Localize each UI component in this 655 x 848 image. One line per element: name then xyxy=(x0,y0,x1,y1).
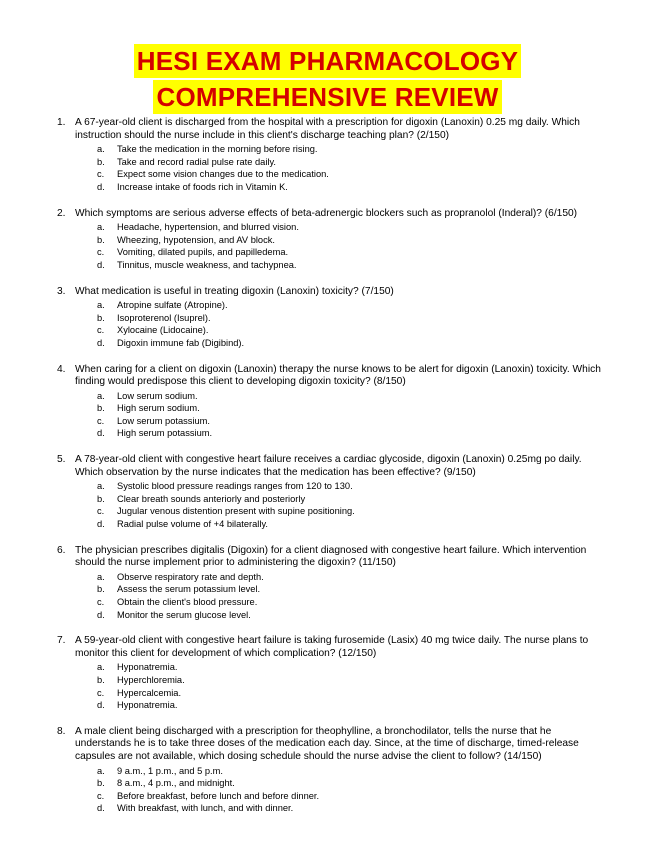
option-letter: c. xyxy=(97,415,105,426)
answer-option xyxy=(75,259,602,272)
option-letter: b. xyxy=(97,584,105,595)
option-letter: c. xyxy=(97,169,105,180)
answer-options xyxy=(75,390,602,440)
question-body xyxy=(75,545,602,622)
option-letter: b. xyxy=(97,493,105,504)
option-letter: b. xyxy=(97,403,105,414)
question-item xyxy=(57,286,602,350)
document-title-line-1: HESI EXAM PHARMACOLOGY xyxy=(134,44,521,78)
option-letter: a. xyxy=(97,481,105,492)
answer-option xyxy=(75,609,602,622)
answer-options xyxy=(75,221,602,271)
option-text: Increase intake of foods rich in Vitamin K. xyxy=(117,181,288,192)
answer-option xyxy=(75,337,602,350)
answer-option xyxy=(75,415,602,428)
option-text: Xylocaine (Lidocaine). xyxy=(117,325,209,336)
option-text: Monitor the serum glucose level. xyxy=(117,609,251,620)
option-text: Low serum potassium. xyxy=(117,415,211,426)
option-text: 9 a.m., 1 p.m., and 5 p.m. xyxy=(117,765,223,776)
option-letter: b. xyxy=(97,234,105,245)
question-body xyxy=(75,726,602,815)
answer-option xyxy=(75,427,602,440)
question-number: 3. xyxy=(57,285,66,297)
option-text: Tinnitus, muscle weakness, and tachypnea. xyxy=(117,259,297,270)
question-body xyxy=(75,117,602,194)
option-text: Wheezing, hypotension, and AV block. xyxy=(117,234,275,245)
option-text: Hypercalcemia. xyxy=(117,687,182,698)
option-letter: b. xyxy=(97,156,105,167)
option-text: Headache, hypertension, and blurred vision. xyxy=(117,222,299,233)
question-text: What medication is useful in treating digoxin (Lanoxin) toxicity? (7/150) xyxy=(75,285,394,297)
question-item xyxy=(57,635,602,712)
option-text: Isoproterenol (Isuprel). xyxy=(117,312,211,323)
question-list xyxy=(57,117,602,829)
question-text: A 78-year-old client with congestive heart failure receives a cardiac glycoside, digoxin (Lanoxin) 0.25mg po daily. Which observation by the nurse indicates that the medication has been effective? (9/150) xyxy=(75,454,582,478)
answer-option xyxy=(75,143,602,156)
question-item xyxy=(57,545,602,622)
option-letter: a. xyxy=(97,662,105,673)
option-text: Expect some vision changes due to the medication. xyxy=(117,169,329,180)
option-letter: a. xyxy=(97,571,105,582)
option-letter: d. xyxy=(97,803,105,814)
question-item xyxy=(57,208,602,272)
document-title-line-2: COMPREHENSIVE REVIEW xyxy=(153,80,501,114)
question-body xyxy=(75,286,602,350)
question-number: 2. xyxy=(57,207,66,219)
option-text: 8 a.m., 4 p.m., and midnight. xyxy=(117,778,235,789)
option-letter: d. xyxy=(97,519,105,530)
option-text: Vomiting, dilated pupils, and papilledema. xyxy=(117,247,289,258)
option-letter: a. xyxy=(97,300,105,311)
option-text: With breakfast, with lunch, and with dinner. xyxy=(117,803,294,814)
answer-option xyxy=(75,699,602,712)
option-letter: c. xyxy=(97,597,105,607)
option-letter: c. xyxy=(97,506,105,517)
question-text: A 59-year-old client with congestive heart failure is taking furosemide (Lasix) 40 mg twice daily. The nurse plans to monitor this client for development of which complication? (12/150) xyxy=(75,635,589,659)
answer-option xyxy=(75,480,602,493)
question-body xyxy=(75,364,602,441)
option-letter: d. xyxy=(97,337,105,348)
title-line-2-wrap xyxy=(0,80,655,114)
answer-options xyxy=(75,765,602,815)
option-letter: d. xyxy=(97,609,105,620)
answer-option xyxy=(75,674,602,687)
answer-options xyxy=(75,661,602,711)
question-number: 7. xyxy=(57,635,66,647)
answer-option xyxy=(75,687,602,700)
answer-option xyxy=(75,402,602,415)
option-text: Hyperchloremia. xyxy=(117,674,185,685)
option-letter: c. xyxy=(97,325,105,336)
option-letter: c. xyxy=(97,687,105,698)
answer-option xyxy=(75,765,602,778)
question-body xyxy=(75,208,602,272)
answer-option xyxy=(75,790,602,803)
option-text: Hyponatremia. xyxy=(117,662,178,673)
option-text: Assess the serum potassium level. xyxy=(117,584,261,595)
question-number: 4. xyxy=(57,363,66,375)
option-text: Obtain the client's blood pressure. xyxy=(117,597,258,607)
option-text: Observe respiratory rate and depth. xyxy=(117,571,264,582)
option-text: Radial pulse volume of +4 bilaterally. xyxy=(117,519,268,530)
option-letter: a. xyxy=(97,144,105,155)
option-text: High serum sodium. xyxy=(117,403,200,414)
answer-option xyxy=(75,596,602,609)
question-text: The physician prescribes digitalis (Digoxin) for a client diagnosed with congestive heart failure. Which intervention should the nurse implement prior to administering the digoxin? (11/150) xyxy=(75,544,587,569)
option-letter: c. xyxy=(97,790,105,801)
answer-option xyxy=(75,661,602,674)
question-item xyxy=(57,117,602,194)
answer-option xyxy=(75,505,602,518)
option-letter: a. xyxy=(97,390,105,401)
option-letter: a. xyxy=(97,222,105,233)
option-letter: b. xyxy=(97,312,105,323)
answer-option xyxy=(75,156,602,169)
answer-option xyxy=(75,168,602,181)
option-letter: b. xyxy=(97,674,105,685)
answer-option xyxy=(75,493,602,506)
question-number: 6. xyxy=(57,544,66,556)
answer-option xyxy=(75,777,602,790)
question-text: Which symptoms are serious adverse effects of beta-adrenergic blockers such as propranolol (Inderal)? (6/150) xyxy=(75,207,578,219)
option-text: Take the medication in the morning before rising. xyxy=(117,144,318,155)
option-letter: d. xyxy=(97,428,105,439)
answer-option xyxy=(75,324,602,337)
option-letter: d. xyxy=(97,259,105,270)
question-body xyxy=(75,635,602,712)
option-text: Clear breath sounds anteriorly and posteriorly xyxy=(117,493,306,504)
question-text: A male client being discharged with a prescription for theophylline, a bronchodilator, tells the nurse that he understands he is to take three doses of the medication each day. Since, at the time of discharge, timed-release capsules are not available, which dosing schedule should the nurse advise the client to follow? (14/150) xyxy=(75,725,579,762)
question-text: When caring for a client on digoxin (Lanoxin) therapy the nurse knows to be alert for digoxin (Lanoxin) toxicity. Which finding would predispose this client to developing digoxin toxicity? (8/150) xyxy=(75,363,601,388)
option-letter: a. xyxy=(97,765,105,776)
question-number: 5. xyxy=(57,454,66,466)
question-body xyxy=(75,454,602,531)
answer-option xyxy=(75,246,602,259)
question-item xyxy=(57,726,602,815)
answer-option xyxy=(75,518,602,531)
question-number: 1. xyxy=(57,117,66,128)
answer-options xyxy=(75,571,602,621)
answer-option xyxy=(75,299,602,312)
question-number: 8. xyxy=(57,725,66,737)
option-letter: b. xyxy=(97,778,105,789)
option-letter: c. xyxy=(97,247,105,258)
answer-options xyxy=(75,299,602,349)
option-text: Systolic blood pressure readings ranges from 120 to 130. xyxy=(117,481,353,492)
option-text: Hyponatremia. xyxy=(117,700,178,711)
answer-options xyxy=(75,480,602,530)
option-letter: d. xyxy=(97,700,105,711)
question-item xyxy=(57,454,602,531)
title-line-1-wrap xyxy=(0,44,655,78)
answer-option xyxy=(75,221,602,234)
option-text: Low serum sodium. xyxy=(117,390,198,401)
answer-option xyxy=(75,234,602,247)
answer-option xyxy=(75,583,602,596)
answer-option xyxy=(75,571,602,584)
option-letter: d. xyxy=(97,181,105,192)
answer-options xyxy=(75,143,602,193)
answer-option xyxy=(75,802,602,815)
question-text: A 67-year-old client is discharged from the hospital with a prescription for digoxin (Lanoxin) 0.25 mg daily. Which instruction should the nurse include in this client's discharge teaching plan? (2/150) xyxy=(75,117,580,141)
option-text: Take and record radial pulse rate daily. xyxy=(117,156,276,167)
answer-option xyxy=(75,181,602,194)
question-item xyxy=(57,364,602,441)
option-text: Before breakfast, before lunch and before dinner. xyxy=(117,790,320,801)
answer-option xyxy=(75,390,602,403)
option-text: High serum potassium. xyxy=(117,428,213,439)
answer-option xyxy=(75,312,602,325)
option-text: Digoxin immune fab (Digibind). xyxy=(117,337,245,348)
option-text: Jugular venous distention present with supine positioning. xyxy=(117,506,355,517)
option-text: Atropine sulfate (Atropine). xyxy=(117,300,228,311)
